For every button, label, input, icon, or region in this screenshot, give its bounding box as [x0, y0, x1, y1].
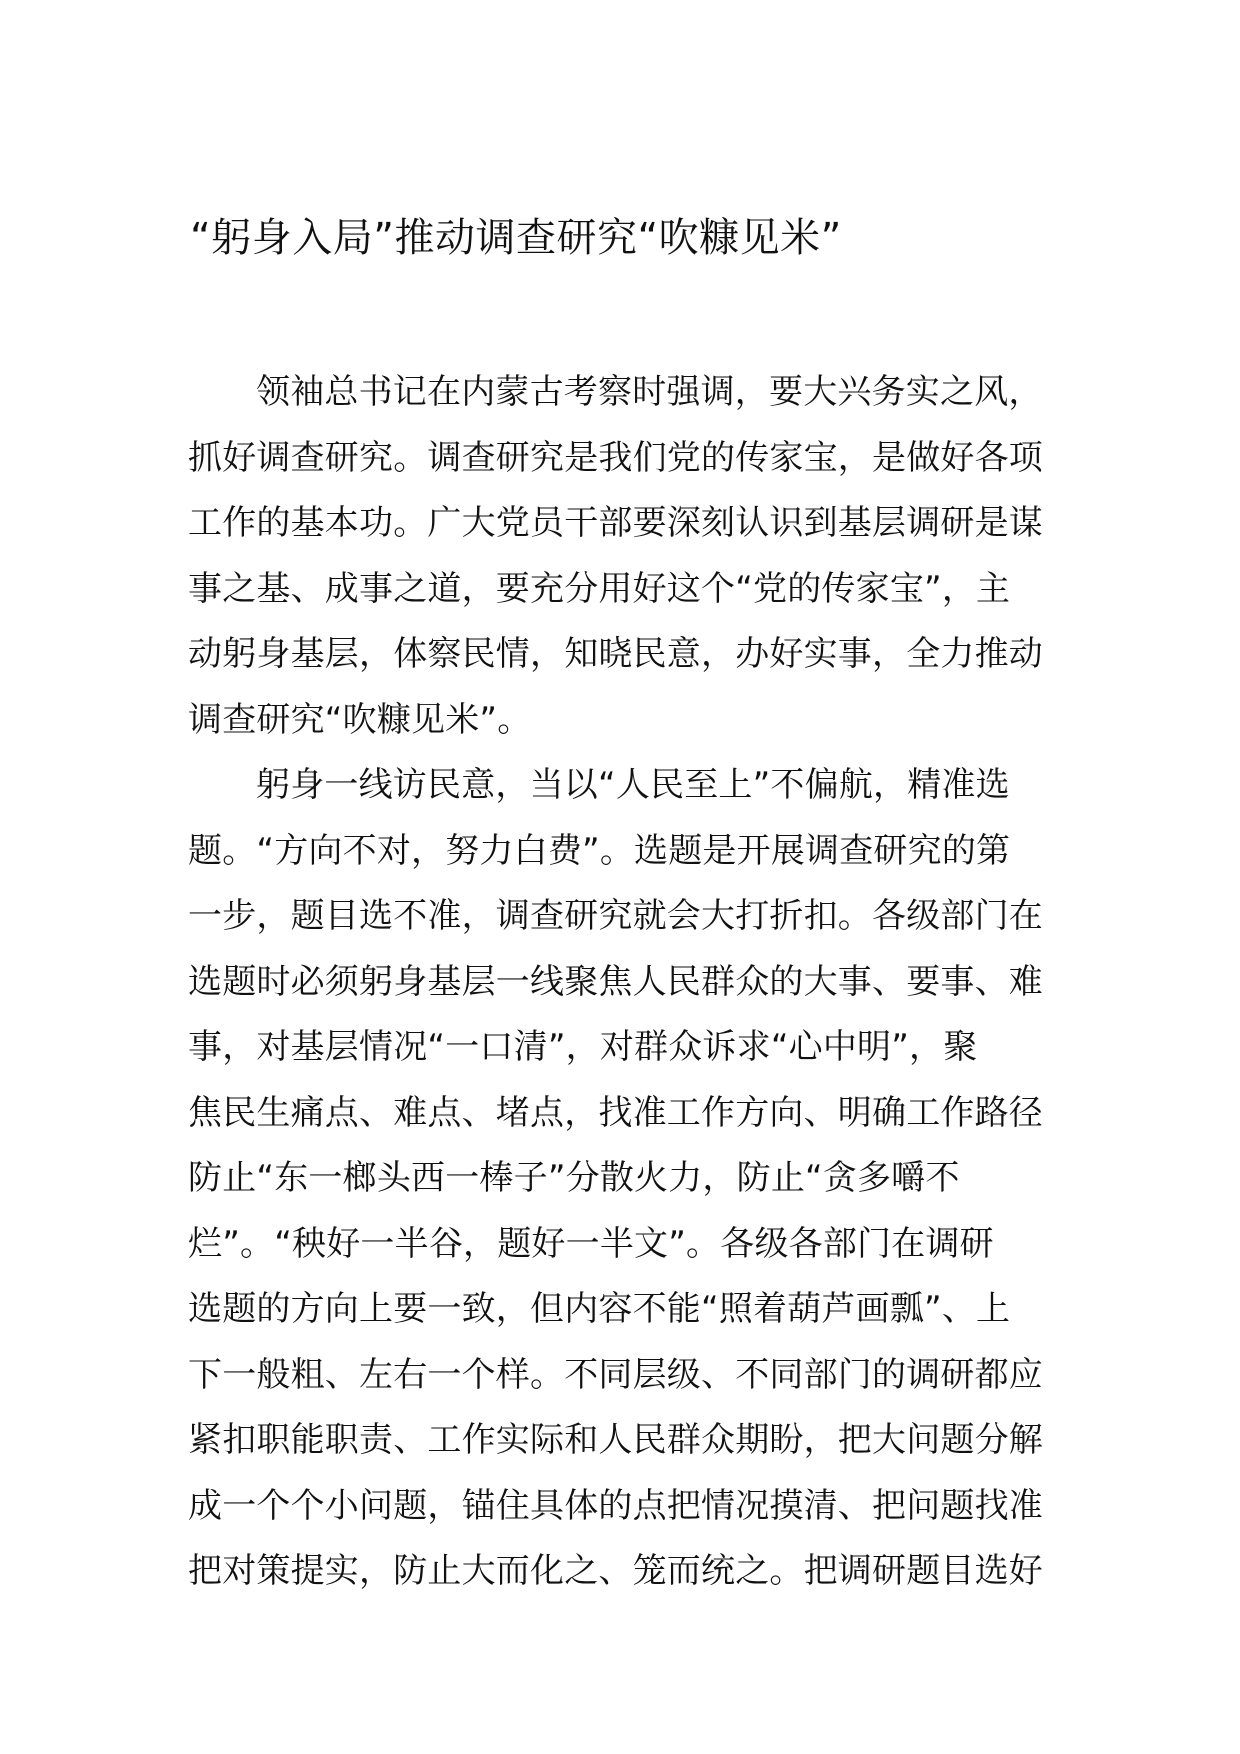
paragraph-line: 动躬身基层，体察民情，知晓民意，办好实事，全力推动 [188, 634, 1043, 674]
paragraph-line: 烂”。“秧好一半谷，题好一半文”。各级各部门在调研 [188, 1223, 994, 1264]
paragraph-line: 躬身一线访民意，当以“人民至上”不偏航，精准选 [256, 765, 1010, 805]
document-body [188, 360, 1058, 1605]
paragraph-line: 把对策提实，防止大而化之、笼而统之。把调研题目选好 [188, 1551, 1043, 1591]
paragraph-line: 调查研究“吹糠见米”。 [188, 699, 532, 740]
document-title: “躬身入局”推动调查研究“吹糠见米” [190, 215, 842, 261]
paragraph-line: 一步，题目选不准，调查研究就会大打折扣。各级部门在 [188, 896, 1043, 936]
paragraph-line: 工作的基本功。广大党员干部要深刻认识到基层调研是谋 [188, 503, 1043, 543]
paragraph-line: 选题时必须躬身基层一线聚焦人民群众的大事、要事、难 [188, 961, 1043, 1002]
paragraph-line: 题。“方向不对，努力白费”。选题是开展调查研究的第 [188, 830, 1011, 871]
paragraph-line: 下一般粗、左右一个样。不同层级、不同部门的调研都应 [188, 1354, 1043, 1395]
paragraph-line: 选题的方向上要一致，但内容不能“照着葫芦画瓢”、上 [188, 1289, 1011, 1329]
paragraph-line: 事，对基层情况“一口清”，对群众诉求“心中明”，聚 [188, 1027, 978, 1067]
paragraph-line: 紧扣职能职责、工作实际和人民群众期盼，把大问题分解 [188, 1420, 1043, 1460]
paragraph-line: 事之基、成事之道，要充分用好这个“党的传家宝”，主 [188, 568, 1011, 609]
paragraph-line: 成一个个小问题，锚住具体的点把情况摸清、把问题找准 [188, 1485, 1043, 1526]
paragraph-line: 抓好调查研究。调查研究是我们党的传家宝，是做好各项 [188, 437, 1043, 478]
paragraph-line: 领袖总书记在内蒙古考察时强调，要大兴务实之风， [256, 372, 1043, 412]
paragraph-line: 防止“东一榔头西一棒子”分散火力，防止“贪多嚼不 [188, 1158, 960, 1198]
paragraph-line: 焦民生痛点、难点、堵点，找准工作方向、明确工作路径 [188, 1092, 1043, 1133]
